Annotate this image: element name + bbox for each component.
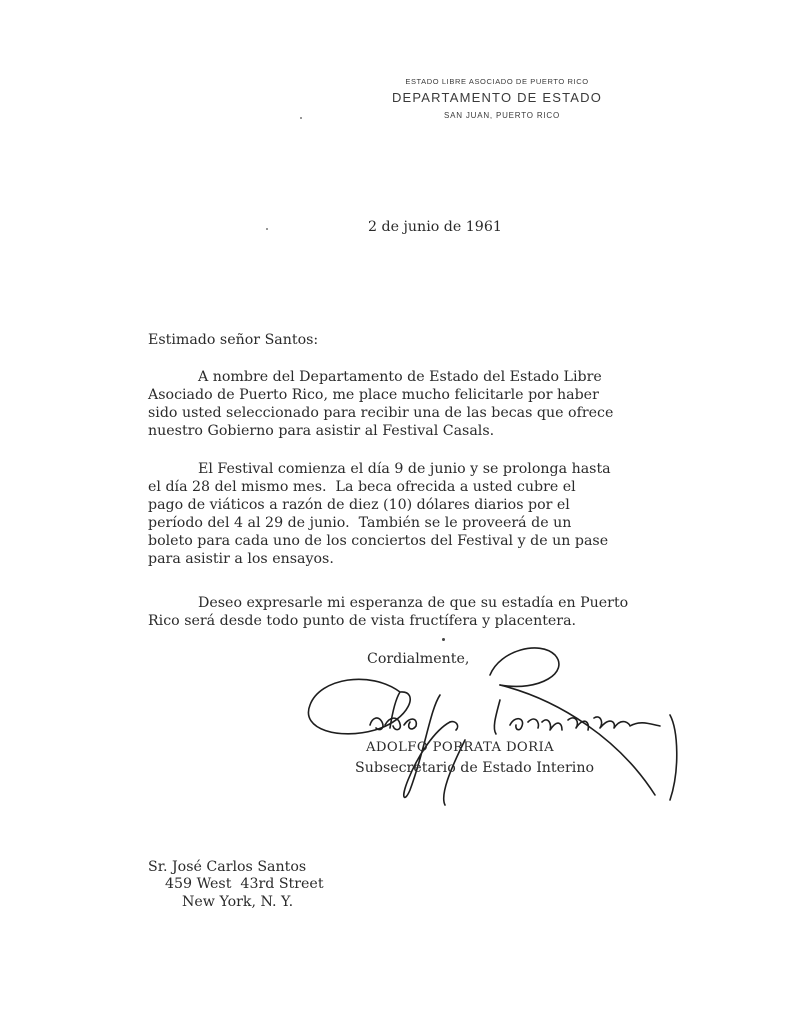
recipient-street: 459 West 43rd Street — [165, 876, 324, 892]
letter-date: 2 de junio de 1961 — [368, 219, 502, 235]
paragraph-line: Asociado de Puerto Rico, me place mucho felicitarle por haber — [148, 387, 599, 403]
paragraph-line: nuestro Gobierno para asistir al Festival Casals. — [148, 423, 495, 439]
signatory-title: Subsecretario de Estado Interino — [355, 760, 595, 776]
recipient-city: New York, N. Y. — [182, 894, 294, 910]
paragraph-line: boleto para cada uno de los conciertos del Festival y de un pase — [148, 533, 609, 549]
letterhead-government: ESTADO LIBRE ASOCIADO DE PUERTO RICO — [405, 77, 589, 86]
closing: Cordialmente, — [367, 651, 470, 667]
signatory-name: ADOLFO PORRATA DORIA — [366, 740, 555, 755]
paper-speck — [300, 117, 302, 119]
recipient-name: Sr. José Carlos Santos — [148, 859, 307, 875]
handwritten-signature — [300, 630, 700, 810]
paragraph-line: pago de viáticos a razón de diez (10) dólares diarios por el — [148, 497, 570, 513]
paragraph-line: A nombre del Departamento de Estado del Estado Libre — [198, 369, 602, 385]
salutation: Estimado señor Santos: — [148, 332, 319, 348]
paragraph-line: Deseo expresarle mi esperanza de que su estadía en Puerto — [198, 595, 629, 611]
letterhead-department: DEPARTAMENTO DE ESTADO — [391, 90, 603, 105]
paragraph-line: el día 28 del mismo mes. La beca ofrecida a usted cubre el — [148, 479, 576, 495]
paper-speck — [266, 228, 268, 230]
paper-speck — [442, 638, 445, 641]
paragraph-line: El Festival comienza el día 9 de junio y se prolonga hasta — [198, 461, 611, 477]
paragraph-line: Rico será desde todo punto de vista fructífera y placentera. — [148, 613, 577, 629]
letterhead-location: SAN JUAN, PUERTO RICO — [443, 111, 561, 120]
paragraph-line: sido usted seleccionado para recibir una de las becas que ofrece — [148, 405, 614, 421]
paragraph-line: período del 4 al 29 de junio. También se le proveerá de un — [148, 515, 572, 531]
paragraph-line: para asistir a los ensayos. — [148, 551, 334, 567]
